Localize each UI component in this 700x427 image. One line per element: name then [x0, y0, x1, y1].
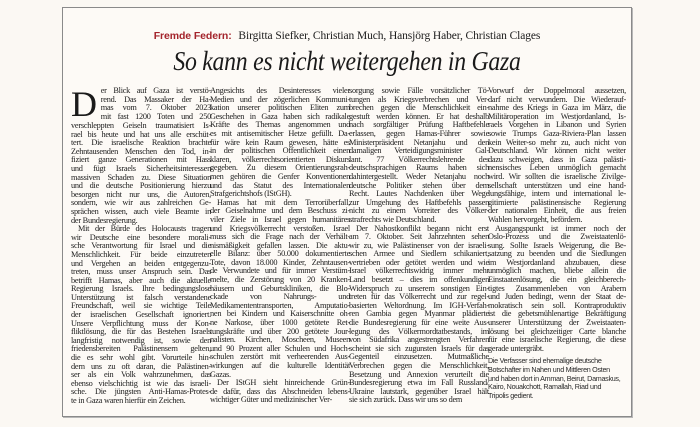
text-line: unmöglich machen, bliebe allein die — [488, 267, 626, 276]
text-line: Zehntausenden Menschen den Tod, in- — [71, 147, 211, 156]
text-line: Deutschland. Wir können nicht weiter — [488, 147, 626, 156]
text-line: ist die gebetsmühlenartige Bekräftigung — [488, 310, 626, 319]
text-line: es mit antisemitischer Hetze gefüllt. Da- — [210, 129, 350, 138]
text-line: sellschaft unterstützen und eine hand- — [488, 181, 626, 190]
text-line: ren Gambia gegen Myanmar plädierte — [349, 310, 489, 319]
text-line: Einstaatenlösung, die ein gleichberech- — [488, 276, 626, 285]
text-line: mokratisch sein soll. Kontraproduktiv — [488, 301, 626, 310]
text-line: Ministerpräsident Netanjahu und den — [349, 138, 489, 147]
text-line: sie sich zurück. Dass wir uns so dem — [349, 396, 463, 405]
byline — [63, 30, 631, 43]
text-line: lant. 77 Völkerrechtslehrende des — [349, 155, 489, 164]
text-line: und Juden bedingt, wenn der Staat de- — [488, 293, 626, 302]
text-line: gestuft werden können. Er hat deshalb — [349, 112, 489, 121]
text-line: Medikamententransporten, Amputatio- — [210, 301, 350, 310]
text-line: Der Nahostkonflikt begann nicht erst — [356, 224, 489, 233]
text-line: Verbrechen gegen die Menschlichkeit, — [349, 362, 489, 370]
text-line: nensisches Leben unmöglich gemacht — [488, 164, 626, 173]
text-line: der Bundesregierung. — [71, 216, 138, 225]
text-line: und fügt Israels Sicherheitsinteressen — [71, 164, 211, 173]
text-line: Hamas hat mit dem Terrorüberfall, — [217, 198, 350, 207]
text-line: Medien und der zögerlichen Kommuni- — [210, 95, 350, 104]
drop-cap: D — [71, 87, 97, 124]
text-line: wir Deutsche eine besondere morali- — [71, 233, 211, 242]
text-line: wird. Wir sollten die israelische Zivilge- — [488, 172, 626, 181]
text-line: satzung zu beenden und die Siedlungen — [488, 250, 626, 259]
text-line: wichtiger Güter und medizinischer Ver- — [210, 396, 332, 405]
text-line: melte, die Zerstörung von 20 Kranken- — [210, 276, 350, 285]
text-line: sprächen wissen, auch viele Beamte in — [71, 207, 211, 216]
text-line: elle Bilanz: über 50.000 dokumentierte — [210, 250, 350, 259]
text-line: scheint sie sich zugunsten Israels für das — [349, 344, 489, 353]
text-line: mas vom 7. Oktober 2023 — [100, 104, 211, 113]
text-line: am 7. Oktober. Seit Jahrzehnten sehen — [349, 233, 489, 242]
text-line: Geschehen in Gaza haben sich radikale — [210, 112, 350, 121]
text-line: men gehören die Genfer Konventionen — [210, 172, 350, 181]
text-line: de Verwundete und für immer Verstüm- — [210, 267, 350, 276]
text-line: fliktlösung, die für das Bestehen Israels — [71, 328, 211, 337]
text-line: nalisten. Kirchen, Moscheen, Museen — [210, 336, 350, 345]
text-line: basierten Weltordnung. Im IGH-Verfah- — [349, 301, 489, 310]
text-line: treten, muss unser Anspruch sein. Das — [71, 268, 211, 277]
text-line: brechen gegen die Menschlichkeit ein- — [349, 104, 489, 113]
text-line: gerade untergräbt. — [488, 344, 544, 353]
headline: So kann es nicht weitergehen in Gaza — [173, 46, 521, 76]
text-line: Widerspruch zu unserem sonstigen Ein- — [349, 284, 489, 293]
text-line: sche Verantwortung für Israel und die — [71, 242, 211, 251]
text-line: treten für das Völkerrecht und zur regel- — [349, 293, 489, 302]
text-line: Strafgerichtshofs (IStGH). — [210, 190, 292, 199]
text-line: kein Weiter-so mehr zu, auch nicht von — [488, 138, 626, 147]
text-line: die es sehr wohl gibt. Vorurteile hin- — [71, 354, 211, 363]
article-column-1 — [71, 87, 211, 406]
text-line: sorgung sowie Fälle vorsätzlicher Tö- — [349, 87, 489, 95]
text-line: damaligen Verteidigungsminister Gal- — [349, 147, 489, 156]
text-line: ne Narkose, über 1000 getötete Ret- — [210, 319, 350, 328]
text-line: muss sich die Frage nach der Verhält- — [210, 233, 350, 242]
text-line: nicht zu einem Vorreiter des Völker- — [349, 207, 489, 216]
article-column-3 — [349, 87, 489, 405]
text-line: raels Vorgehen in Libanon und Syrien — [488, 121, 626, 130]
text-line: schen Armee und Siedlern schikaniert, — [349, 250, 489, 259]
text-line: und Vergehen an beiden entgegenzu- — [71, 259, 211, 268]
text-line: er Blick auf Gaza ist verstö- — [100, 87, 211, 95]
text-line: dazu schweigen, dass in Gaza palästi- — [488, 155, 626, 164]
author-note-line: Kairo, Nouakchott, Ramallah, Riad und — [488, 383, 602, 392]
text-line: Oslo-Prozess und die Zweistaatenlö- — [488, 233, 626, 242]
column-4-wrapper — [488, 87, 626, 400]
text-line: tungskräfte und über 200 getötete Jour- — [210, 327, 350, 336]
author-note-line: und haben dort in Amman, Beirut, Damaskus, — [488, 374, 621, 383]
text-line: sung. Sollte Israels Weigerung, die Be- — [488, 241, 626, 250]
article-frame — [62, 7, 632, 417]
text-line: ebenso vielschichtig ist wie das israeli- — [71, 379, 211, 388]
text-line: für eine israelische Regierung, die diese — [488, 336, 626, 345]
text-line: gegeben. Zu diesem Orientierungsrah- — [210, 164, 350, 173]
text-line: nahme des Kriegs in Gaza im März, die — [488, 104, 626, 113]
text-line: massiven Schaden zu. Diese Situation — [71, 173, 211, 182]
text-line: Gegenteil einzusetzen. Mutmaßliche — [349, 353, 489, 362]
text-line: sowie Trumps Gaza-Riviera-Plan lassen — [488, 129, 626, 138]
text-line: tungen als Kriegsverbrechen und Ver- — [349, 95, 489, 104]
text-line: Ausgangspunkt ist immer noch der — [495, 224, 626, 233]
text-line: der Geiselnahme und dem Beschuss zi- — [210, 207, 350, 216]
text-line: Vorwurf der Doppelmoral aussetzen, — [488, 87, 626, 95]
text-line: nen bei Kindern und Kaiserschnitte oh- — [210, 310, 350, 319]
text-line: Kräfte des Themas angenommen und — [210, 121, 350, 130]
section-label: Fremde Federn: — [153, 30, 232, 42]
text-line: dahintergestellt. Weder Netanjahu noch — [349, 172, 489, 181]
text-line: lungsfähige, intern und international le- — [488, 190, 626, 199]
text-line: deutsche Politiker stehen über dem — [349, 181, 489, 190]
text-line: fiziert ganze Generationen mit Hass — [71, 156, 211, 165]
text-line: Unsere Verpflichtung muss der Kon- — [71, 319, 211, 328]
text-line: der israelischen Gesellschaft ignoriert. — [71, 311, 211, 320]
column-1-body — [71, 122, 211, 406]
text-line: Freundschaft, weil sie wichtige Teile — [71, 302, 211, 311]
text-line: und die deutsche Positionierung hierzu — [71, 182, 211, 191]
text-line: langfristig notwendig ist, sowie den — [71, 336, 211, 345]
text-line: verschleppten Geiseln traumatisiert Is- — [71, 122, 211, 130]
text-line: tigtes Zusammenleben von Arabern — [488, 284, 626, 293]
text-line: Unterstützung ist falsch verstandene — [71, 293, 211, 302]
text-line: viler Ziele in Israel gegen humanitäres — [210, 215, 350, 224]
text-line: Israel völkerrechtswidrig immer mehr — [349, 267, 489, 276]
text-line: und Kriegsvölkerrecht verstoßen. Israel — [210, 224, 350, 233]
text-line: vertrieben oder getötet werden und wie — [349, 258, 489, 267]
text-line: sche. Die jüngsten Anti-Hamas-Protes- — [71, 388, 211, 397]
text-line: Menschlichkeit. Für beide einzutreten — [71, 250, 211, 259]
text-line: Militäroperation im Westjordanland, Is- — [488, 112, 626, 121]
text-line: darf nicht verwundern. Die Wiederauf- — [488, 95, 626, 104]
text-line: friedensbereiten Palästinensern gelten, — [71, 345, 211, 354]
text-line: von Südafrika angestrengten Verfahren — [349, 336, 489, 345]
text-line: im Westjordanland abzubauen, diese — [488, 258, 626, 267]
text-line: dern uns zu oft daran, die Palästinen- — [71, 362, 211, 371]
text-line: Der IStGH sieht hinreichende Grün- — [217, 379, 350, 388]
author-note-line: Die Verfasser sind ehemalige deutsche — [488, 357, 602, 366]
text-line: Land besetzt – dies im offenkundigen — [349, 276, 489, 285]
text-line: strafrechts wie Deutschland. — [349, 215, 437, 224]
author-note-line: Botschafter im Nahen und Mittleren Osten — [488, 366, 610, 374]
article-column-2 — [210, 87, 350, 405]
article-column-4 — [488, 87, 626, 353]
text-line: klaren, völkerrechtsorientierten Diskurs — [210, 155, 350, 164]
text-line: die Bundesregierung für eine weite Aus- — [349, 319, 489, 328]
text-line: Besetzung und Annexion verurteilt die — [349, 370, 489, 379]
text-line: Regierung Israels. Ihre bedingungslose — [71, 285, 211, 294]
text-line: Wahlen hervorgeht, befördern. — [488, 215, 583, 224]
text-line: in der politischen Öffentlichkeit einen — [210, 147, 350, 156]
text-line: Tote, davon 18.000 Kinder, Zehntausen- — [210, 258, 350, 267]
text-line: der nationalen Einheit, die aus freien — [488, 207, 626, 216]
text-line: ser als ein Volk wahrzunehmen, das — [71, 371, 211, 380]
text-line: deutschsprachigen Raums haben sich — [349, 164, 489, 173]
text-line: nismäßigkeit gefallen lassen. Die aktu- — [210, 241, 350, 250]
text-line: de dafür, dass das Abschneiden lebens- — [210, 387, 350, 396]
author-note-line: Tripolis gedient. — [488, 391, 534, 400]
authors: Birgitta Siefker, Christian Much, Hansjörg Haber, Christian Clages — [238, 30, 541, 42]
text-line: lösung bei gleichzeitiger Carte blanche — [488, 327, 626, 336]
author-note — [488, 357, 626, 400]
text-line: betrifft Hamas, aber auch die aktuelle — [71, 276, 211, 285]
text-line: te in Gaza waren hierfür ein Zeichen. — [71, 397, 186, 405]
text-line: Bundesregierung etwa im Fall Russland/ — [349, 379, 489, 388]
text-line: kation unserer politischen Eliten zum — [210, 104, 350, 113]
text-line: schulen zerstört mit verheerenden Aus- — [210, 353, 350, 362]
text-line: für wäre kein Raum gewesen, hätte es — [210, 138, 350, 147]
text-line: unserer Unterstützung der Zweistaaten- — [488, 319, 626, 328]
text-line: Gazas. — [210, 370, 231, 379]
text-line: erlassen, gegen Hamas-Führer sowie — [349, 129, 489, 138]
text-line: Ukraine lautstark, gegenüber Israel hält — [349, 387, 489, 396]
text-line: rael bis heute und hat uns alle erschüt- — [71, 130, 211, 139]
text-line: rend. Das Massaker der Ha- — [100, 95, 211, 104]
text-line: mit fast 1200 Toten und 250 — [100, 112, 211, 121]
text-line: nach sorgfältiger Prüfung Haftbefehle — [349, 121, 489, 130]
text-line: tert. Die israelische Reaktion brachte — [71, 139, 211, 148]
text-line: und 90 Prozent aller Schulen und Hoch- — [210, 344, 350, 353]
text-line: wir zu, wie Palästinenser von der israeli- — [349, 241, 489, 250]
text-line: Angesichts des Desinteresses vieler — [210, 87, 350, 95]
text-line: sondern, wie wir aus zahlreichen Ge- — [71, 199, 211, 208]
text-line: zur Umgehung des Haftbefehls passen — [349, 198, 489, 207]
text-line: gitimierte palästinensische Regierung — [488, 198, 626, 207]
text-line: besorgen nicht nur uns, die Autoren, — [71, 190, 211, 199]
text-line: legung des Völkermordtatbestands, im — [349, 327, 489, 336]
text-line: und das Statut des Internationalen — [210, 181, 350, 190]
text-line: wirkungen auf die kulturelle Identität — [210, 362, 350, 370]
text-line: Mit der Bürde des Holocausts tragen — [78, 225, 211, 234]
text-line: ckade von Nahrungs- und — [210, 293, 350, 302]
text-line: häusern und Geburtskliniken, die Blo- — [210, 284, 350, 293]
text-line: Recht. Lautes Nachdenken über Wege — [349, 190, 489, 199]
